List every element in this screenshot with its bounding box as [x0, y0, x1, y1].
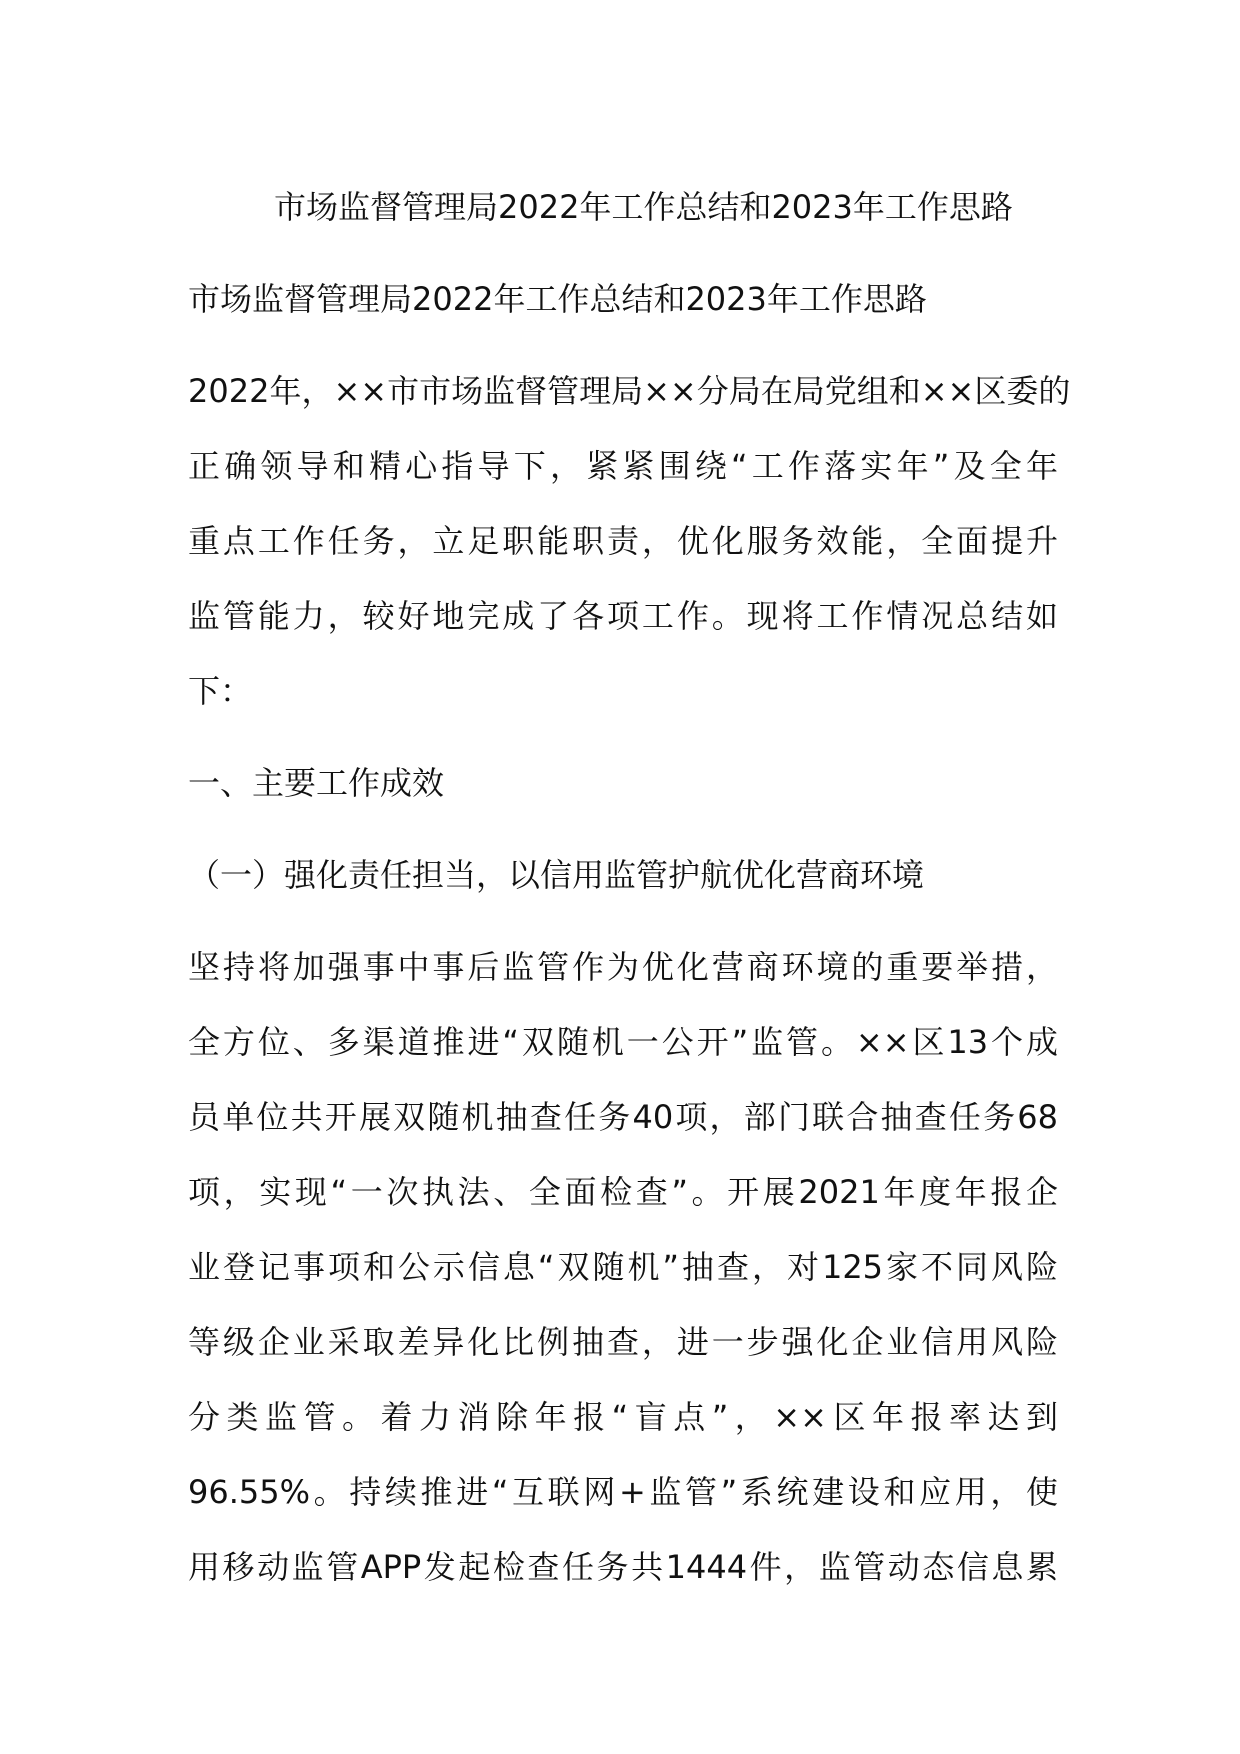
intro-line: 正确领导和精心指导下，紧紧围绕“工作落实年”及全年 — [188, 447, 1058, 485]
document-subtitle: 市场监督管理局2022年工作总结和2023年工作思路 — [188, 280, 927, 318]
document-page — [188, 170, 1071, 1605]
spacer — [188, 245, 1058, 262]
body-line: 员单位共开展双随机抽查任务40项，部门联合抽查任务68 — [188, 1098, 1058, 1136]
body-line: 等级企业采取差异化比例抽查，进一步强化企业信用风险 — [188, 1323, 1058, 1361]
section-heading: 一、主要工作成效 — [188, 764, 445, 802]
intro-line: 2022年，××市市场监督管理局××分局在局党组和××区委的 — [188, 372, 1071, 410]
body-line: 坚持将加强事中事后监管作为优化营商环境的重要举措， — [188, 948, 1058, 986]
intro-line: 下： — [188, 672, 253, 710]
intro-paragraph — [188, 354, 1071, 729]
body-line: 用移动监管APP发起检查任务共1444件，监管动态信息累 — [188, 1548, 1058, 1586]
body-line: 96.55%。持续推进“互联网+监管”系统建设和应用，使 — [188, 1473, 1058, 1511]
spacer — [188, 913, 1058, 930]
intro-line: 监管能力，较好地完成了各项工作。现将工作情况总结如 — [188, 597, 1058, 635]
body-line: 全方位、多渠道推进“双随机一公开”监管。××区13个成 — [188, 1023, 1058, 1061]
spacer — [188, 337, 1058, 354]
spacer — [188, 729, 1058, 746]
spacer — [188, 821, 1058, 838]
body-paragraph — [188, 930, 1058, 1605]
document-title: 市场监督管理局2022年工作总结和2023年工作思路 — [274, 188, 1013, 226]
subsection-heading: （一）强化责任担当，以信用监管护航优化营商环境 — [188, 856, 925, 894]
body-line: 分类监管。着力消除年报“盲点”，××区年报率达到 — [188, 1398, 1058, 1436]
body-line: 业登记事项和公示信息“双随机”抽查，对125家不同风险 — [188, 1248, 1058, 1286]
body-line: 项，实现“一次执法、全面检查”。开展2021年度年报企 — [188, 1173, 1058, 1211]
intro-line: 重点工作任务，立足职能职责，优化服务效能，全面提升 — [188, 522, 1058, 560]
